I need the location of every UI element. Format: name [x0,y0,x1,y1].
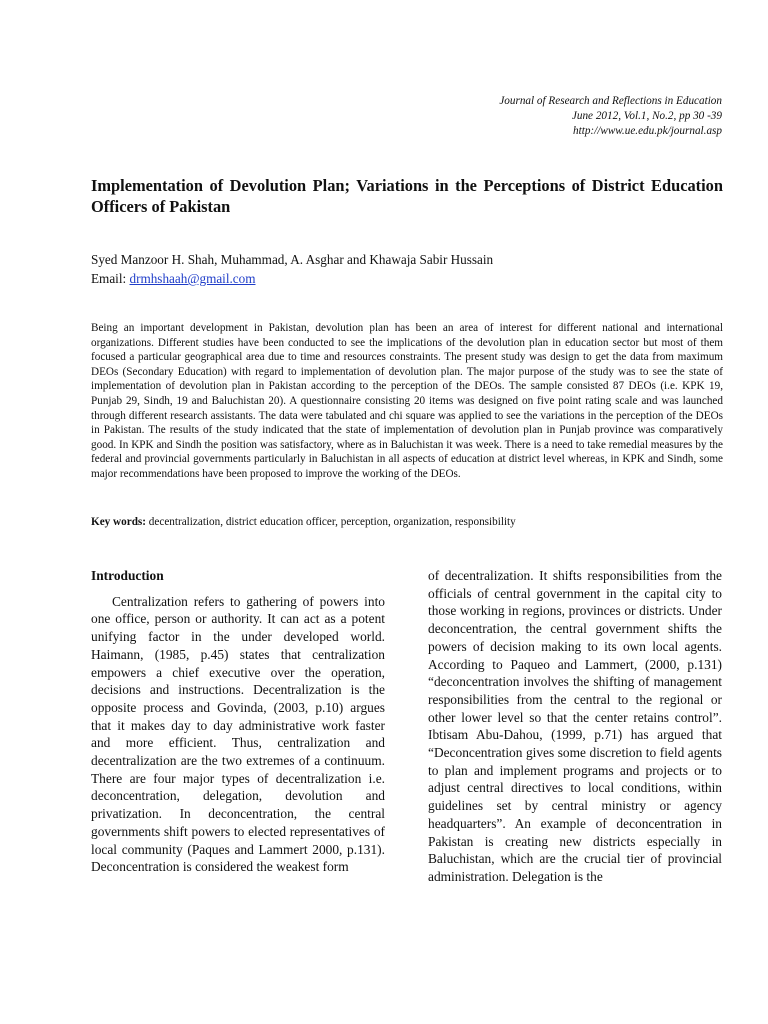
journal-name: Journal of Research and Reflections in Education [499,95,722,107]
keywords-label: Key words: [91,516,146,528]
right-column [428,567,722,886]
journal-issue: June 2012, Vol.1, No.2, pp 30 -39 [571,110,722,122]
keywords [91,515,723,530]
paper-title: Implementation of Devolution Plan; Variations in the Perceptions of District Education Officers of Pakistan [91,176,723,216]
email-label: Email: [91,271,130,286]
keywords-text: decentralization, district education officer, perception, organization, responsibility [146,516,516,528]
introduction-paragraph-right: of decentralization. It shifts responsibilities from the officials of central government in the capital city to those working in regions, provinces or districts. Under deconcentration, the central government shifts the powers of decision making to its own local agents. According to Paqueo and Lammert, (2000, p.131) “deconcentration involves the shifting of management responsibilities from the central to the regional or other lower level so that the center retains control”. Ibtisam Abu-Dahou, (1999, p.71) has argued that “Deconcentration gives some discretion to field agents to plan and implement programs and projects or to adjust central directives to local conditions, within guidelines set by central ministry or agency headquarters”. An example of deconcentration in Pakistan is creating new districts especially in Baluchistan, which are the crucial tier of provincial administration. Delegation is the [428,568,722,884]
author-email-line [91,269,723,288]
journal-header [499,94,722,139]
introduction-paragraph-left: Centralization refers to gathering of powers into one office, person or authority. It can act as a potent unifying factor in the under developed world. Haimann, (1985, p.45) states that centralization empowers a chief executive over the operation, decisions and instructions. Decentralization is the opposite process and Govinda, (2003, p.10) argues that it makes day to day administrative work faster and more efficient. Thus, centralization and decentralization are the two extremes of a continuum. There are four major types of decentralization i.e. deconcentration, delegation, devolution and privatization. In deconcentration, the central governments shift powers to elected representatives of local community (Paques and Lammert 2000, p.131). Deconcentration is considered the weakest form [91,593,385,875]
abstract: Being an important development in Pakistan, devolution plan has been an area of interest for different national and international organizations. Different studies have been conducted to see the implications of the devolution plan in education sector but most of them focused a particular geographical area due to time and resources constraints. The present study was design to get the data from maximum DEOs (Secondary Education) with regard to implementation of devolution plan. The major purpose of the study was to see the state of implementation of devolution plan in Pakistan according to the perception of the DEOs. The sample consisted 87 DEOs (i.e. KPK 19, Punjab 29, Sindh, 19 and Baluchistan 20). A questionnaire consisting 20 items was designed on five point rating scale and was launched through different research assistants. The data were tabulated and chi square was applied to see the variations in the perception of the DEOs in Pakistan. The results of the study indicated that the state of implementation of devolution plan in Punjab province was comparatively good. In KPK and Sindh the position was satisfactory, where as in Baluchistan it was week. There is a need to take remedial measures by the federal and provincial governments particularly in Baluchistan in all aspects of education at district level whereas, in KPK and Sindh, some major recommendations have been proposed to improve the working of the DEOs. [91,322,723,480]
left-column [91,567,385,876]
introduction-heading: Introduction [91,568,164,583]
journal-url: http://www.ue.edu.pk/journal.asp [573,125,722,137]
email-link[interactable]: drmhshaah@gmail.com [129,271,256,286]
author-block [91,250,723,288]
author-names: Syed Manzoor H. Shah, Muhammad, A. Asghar and Khawaja Sabir Hussain [91,252,494,267]
